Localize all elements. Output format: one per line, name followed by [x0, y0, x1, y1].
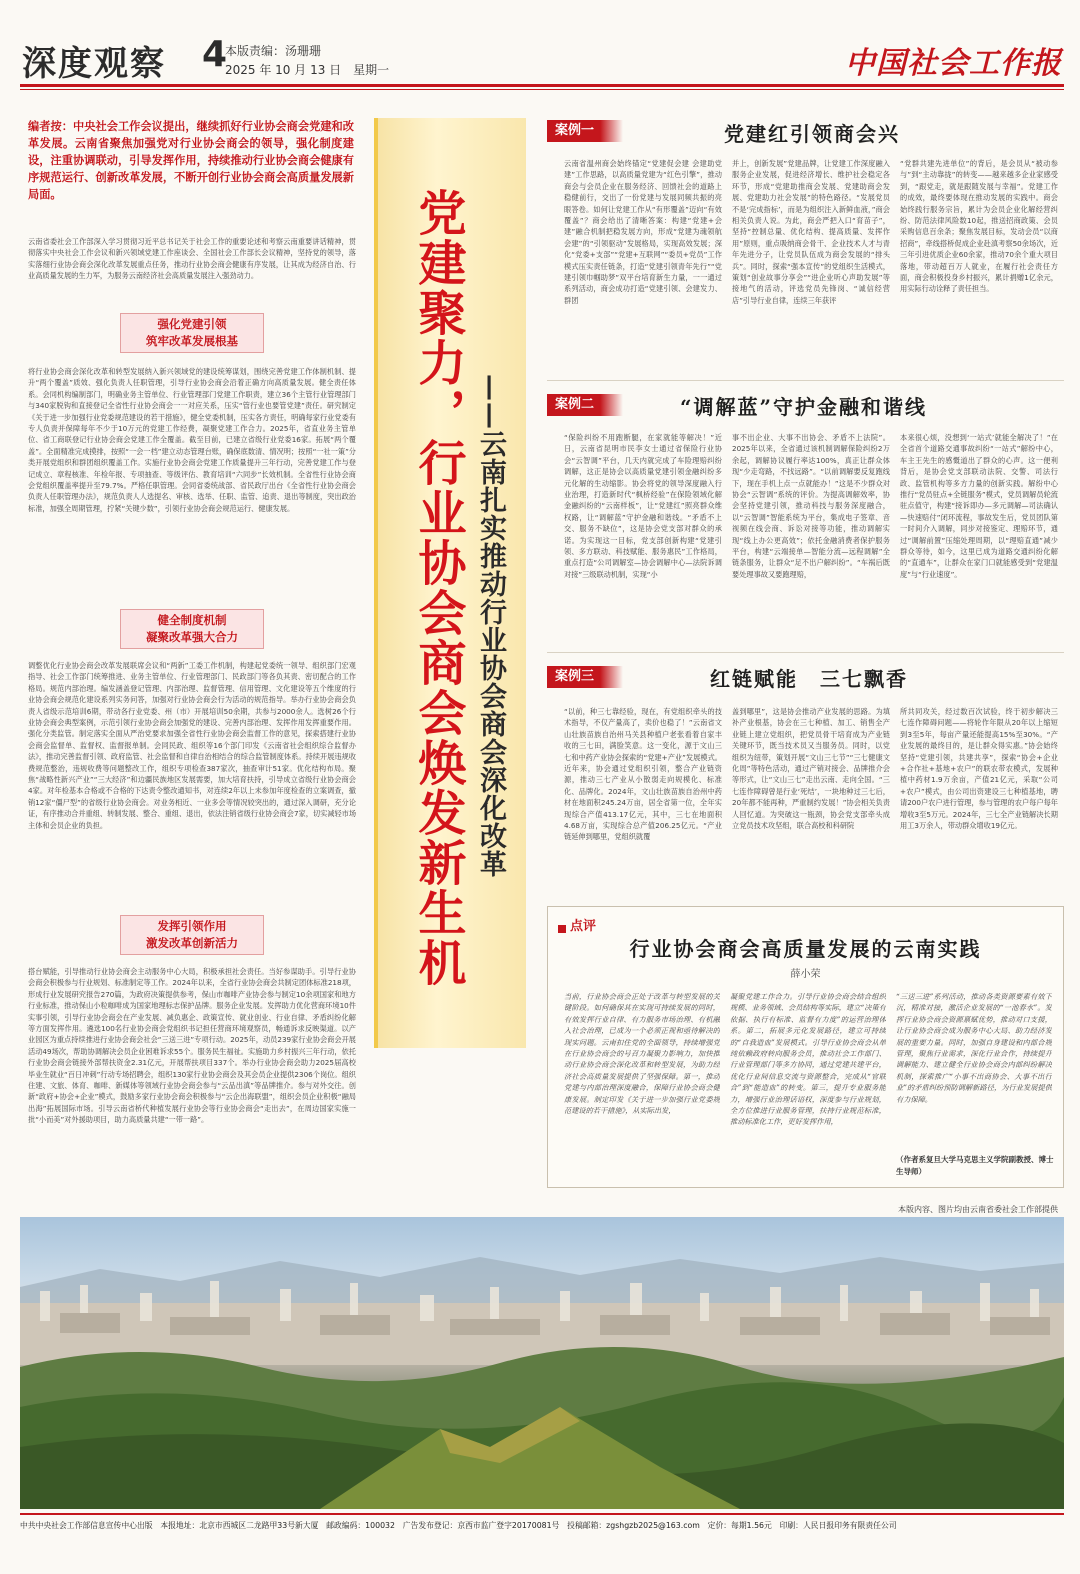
header-rule-thin: [20, 89, 1064, 90]
subheading-1: [120, 313, 264, 353]
subheading-3-line1: 发挥引领作用: [157, 919, 227, 933]
case-1-title: 党建红引领商会兴: [724, 122, 900, 146]
commentary-author: 薛小荣: [790, 969, 821, 980]
publication-date: 2025 年 10 月 13 日 星期一: [225, 63, 390, 77]
commentary-label-marker: [558, 925, 566, 933]
section-3-text: 搭台赋能，引导推动行业协会商会主动服务中心大局，积极承担社会责任。当好参谋助手。引导行业协会商会积极参与行业规划、标准制定等工作。2024年以来，全省行业协会商会共制定团体标准218项，形成行业发展研究报告270篇，为政府决策提供参考，保山市咖啡产业协会参与制定10余项国家和地方行业标准，推动保山小粒咖啡成为国家地理标志保护品牌。服务企业发展。发挥助力优化营商环境10件实事引领，引导行业协会商会在产业发展、减负惠企、政策宣传、就业创业、行业自律、矛盾纠纷化解等方面发挥作用。遴选100名行业协会商会党组织书记担任营商环境观察员，畅通诉求反映渠道。以产业园区为重点持续推进行业协会商会社会“三送三进”专项行动。2025年，动员239家行业协会商会开展活动49场次，帮助协调解决会员企业困难诉求55个。服务民生福祉。实施助力乡村振兴三年行动，依托行业协会商会链接外部帮扶资金2.31亿元，开展帮扶项目337个。举办行业协会商会助力2025届高校毕业生就业“百日冲刺”行动专场招聘会，组织130家行业协会商会及其会员企业提供2306个岗位。组织住建、文旅、体育、咖啡、新媒体等领域行业协会商会参与“云品出滇”等品牌推介。参与对外交往。创新“政府+协会+企业”模式，鼓励多家行业协会商会积极参与“云企出海联盟”，组织会员企业积极“融局出海”拓展国际市场。引导云南省桥代种植发展行业协会等行业协会商会“走出去”，在周边国家实施一批“小而美”对外援助项目，助力高质量共建“一带一路”。: [28, 967, 356, 1125]
subheading-1-line1: 强化党建引领: [157, 317, 227, 331]
sub-headline: ——云南扎实推动行业协会商会深化改革: [475, 374, 506, 878]
section-1-text: 将行业协会商会深化改革和转型发展纳入新兴领域党的建设统筹谋划，围绕完善党建工作体制机制、提升“两个覆盖”质效、强化负责人任职管理，引导行业协会商会沿着正确方向高质量发展。健全责任体系。会同机构编制部门，明确业务主管单位、行业管理部门党建工作职责，建立36个主管行业管理部门与340家脱钩和直接登记全省性行业协会商会一一对应关系，压实“管行业也要管党建”责任。研究制定《关于进一步加强行业党委规范建设的若干措施》，健全党委机制，压实各方责任，明确每家行业党委有专人负责并保障每年不少于10万元的党建工作经费，凝聚党建工作合力。2025年，省直业务主管单位、省工商联登记行业协会商会党建工作全覆盖。截至目前，已建立省级行业党委16家。拓展“两个覆盖”。全面精准完成摸排，按照“一会一档”建立动态管理台账，确保底数清、情况明；按照“一社一策”分类开展党组织和群团组织覆盖工作。实施行业协会商会党建工作质量提升三年行动，完善党建工作与登记成立、章程核准、年检年报、专项抽查、等级评估、教育培训“六同步”长效机制。全省性行业协会商会党组织覆盖率提升至79.7%。严格任职管理。会同省委统战部、省民政厅出台《全省性行业协会商会负责人任职管理办法》，规范负责人人选提名、审核、选举、任职、监管、追责、退出等制度，突出政治标准，加强全周期管理，拧紧“关键少数”，引领行业协会商会规范运行、健康发展。: [28, 367, 356, 513]
editor-note: 编者按：中央社会工作会议提出，继续抓好行业协会商会党建和改革发展。云南省聚焦加强党对行业协会商会的领导，强化制度建设，注重协调联动，引导发挥作用，持续推动行业协会商会健康有序规范运行、创新改革发展，不断开创行业协会商会高质量发展新局面。: [28, 120, 354, 201]
case-2-col-1: “保险纠纷不用跑断腿，在家就能等解决！”近日，云南省昆明市民李女士通过省保险行业协会“云智调”平台，几天内就完成了车险理赔纠纷调解，这正是协会以高质量党建引领金融纠纷多元化解的生动缩影。协会将党的领导深度融入行业治理，打造新时代“枫桥经验”在保险领域化解金融纠纷的“云南样板”，让“党建红”照亮群众维权路，让“调解蓝”守护金融和谐线。“矛盾不上交、服务不缺位”，这是协会党支部对群众的承诺。为实现这一目标，党支部创新构建“党建引领、多方联动、科技赋能、服务惠民”工作格局，重点打造“公司调解室—协会调解中心—法院诉调对接”三级联动机制，实现“小: [564, 433, 722, 579]
main-headline: 党建聚力，行业协会商会焕发新生机: [410, 188, 466, 988]
case-divider: [547, 652, 1064, 653]
case-1-col-1: 云南省温州商会始终锚定“党建促会建 会建助党建”工作思路，以高质量党建为“红色引擎”，推动商会与会员企业在服务经济、回馈社会的道路上稳健前行，交出了一份党建与发展同频共振的亮眼答卷。如何让党建工作从“有形覆盖”迈向“有效覆盖”？商会给出了清晰答案：构建“党建+会建”融合机制把稳发展方向，形成“党建为魂领航会建”的“引领驱动”发展格局，实现高效发展；深化“党委+支部”“党建+互联网”“委员+党员”工作模式压实责任链条，打造“党建引领青年先行”“党建引领巾帼助梦”双平台培育新生力量，一一通过系列活动，商会成功打造“党建引领、会建发力、群团: [564, 159, 722, 305]
section-title: 深度观察: [22, 44, 166, 84]
commentary-box: [547, 906, 1064, 1188]
commentary-col-1: 当前，行业协会商会正处于改革与转型发展的关键阶段。如何确保其在实现可持续发展的同时，有效发挥行业自律、有力服务市场治理、有机融入社会治理，已成为一个必须正视和亟待解决的现实问题。云南扣住党的全面领导，持续增强党在行业协会商会的号召力凝聚力影响力，加快推动行业协会商会深化改革和转型发展，为助力经济社会高质量发展提供了坚强保障。第一，推动党建与内部治理深度融合，保障行业协会商会健康发展。制定印发《关于进一步加强行业党委规范建设的若干措施》，从实际出发，: [564, 992, 720, 1116]
landscape-illustration: [20, 1217, 1064, 1509]
subheading-3-line2: 激发改革创新活力: [146, 936, 238, 950]
editor-credit: 本版责编：汤珊珊: [225, 44, 322, 58]
intro-paragraph: 云南省委社会工作部深入学习贯彻习近平总书记关于社会工作的重要论述和考察云南重要讲话精神，贯彻落实中央社会工作会议和新兴领域党建工作座谈会、全国社会工作部长会议精神，坚持党的领导，落实落细行业协会商会深化改革发展重点任务，推动行业协会商会健康有序发展，让其成为经济自治、行业高质量发展的生力军，为服务云南经济社会高质量发展注入强劲动力。: [28, 237, 356, 281]
case-3-col-1: “以前，种三七靠经验，现在，有党组织牵头的技术指导，不仅产量高了，卖价也稳了！”云南省文山壮族苗族自治州马关县种植户老张看着自家丰收的三七田，满脸笑意。这一变化，源于文山三七和中药产业协会探索的“党建+产业”发展模式。近年来，协会通过党组织引领，整合产业链资源，推动三七产业从小散弱走向规模化、标准化、品牌化。2024年，文山壮族苗族自治州中药材在地面积245.24万亩，居全省第一位，全年实现综合产值413.17亿元，其中，三七在地面积4.68万亩，实现综合总产值206.25亿元。“产业链延伸到哪里，党组织就覆: [564, 707, 722, 842]
masthead: [20, 30, 1064, 82]
case-1-col-2: 并上，创新发展”党建品牌，让党建工作深度融入服务企业发展，促进经济增长、维护社会稳定各环节，形成“党建助推商会发展、党建助商会发展、党建助力社会发展”的特色路径。“发展党员不是‘完成指标’，而是为组织注入新鲜血液，”商会相关负责人说。为此，商会严把入口“育苗子”，坚持“控制总量、优化结构、提高质量、发挥作用”原则，重点吸纳商会骨干、企业技术人才与青年先进分子，让党员队伍成为商会发展的“排头兵”。同时，探索“强本宣传”的党组织生活模式，策划“创业故事分享会”“进企业听心声助发展”等接地气的活动，评选党员先锋岗、“诚信经营店”引导行业自律，连续三年获评: [732, 159, 890, 305]
subheading-3: [120, 915, 264, 955]
case-3-label: 案例三: [547, 666, 623, 688]
commentary-byline: （作者系复旦大学马克思主义学院副教授、博士生导师）: [896, 1155, 1054, 1176]
subheading-1-line2: 筑牢改革发展根基: [146, 334, 238, 348]
subheading-2-line2: 凝聚改革强大合力: [146, 630, 238, 644]
section-2-text: 调整优化行业协会商会改革发展联席会议和“两新”工委工作机制，构建起党委统一领导、组织部门宏观指导、社会工作部门统筹推进、业务主管单位、行业管理部门、民政部门等各负其责、密切配合的工作格局。规范内部治理。编发涵盖登记管理、内部治理、监督管理、信用管理、文化建设等五个维度的行业协会商会规范化建设系列实务问答，加强对行业协会商会行为活动的规范指导。举办行业协会商会负责人省级示范培训6期，带动各行业党委、州（市）开展培训50余期，共参与2000余人。选树26个行业协会商会典型案例，示范引领行业协会商会加强党的建设、完善内部治理、发挥作用发挥重要作用。强化分类监管。制定落实全面从严治党要求加强全省性行业协会商会监督工作的意见，探索搭建行业协会商会监督单、监督权、监督报单制。会同民政、组织等16个部门印发《云南省社会组织综合监督办法》，推动完善监督引领、政府监管、社会监督和自律自治相结合的综合监管制度体系。持续开展违规收费规范整治，违规收费等问题整改工作，组织专项检查387家次，抽查审计51家。优化结构布局。聚焦“战略性新兴产业”“三大经济”和边疆民族地区发展需要，加大培育扶持，引导成立省级行业协会商会4家。对年检基本合格或不合格的下达责令整改通知书，对连续2年以上未参加年度检查的立案调查，撤销12家“僵尸型”的省级行业协会商会。对业务相近、一业多会等情况较突出的，通过深入调研，充分论证，有序推动合并重组、转制发展、整合、重组、退出，依法注销省级行业协会商会7家，切实减轻市场主体和会员企业的负担。: [28, 661, 356, 830]
footer-rule: [20, 1513, 1064, 1515]
case-2-label: 案例二: [547, 394, 623, 416]
headline-banner: [374, 118, 526, 1048]
commentary-label: 点评: [570, 919, 597, 934]
commentary-col-3: “三送三进”系列活动，推动各类资源要素有效下沉，精准对接，激活企业发展的“一池春水”。发挥行业协会商会资源禀赋优势，推动对口支援，让行业协会商会成为服务中心大局、助力经济发展的重要力量。同时，加强自身建设和内部合规管理，聚焦行业需求，深化行业合作，持续提升调解能力、建立健全行业协会商会内部纠纷解决机制，探索推广“小事不出商协会、大事不出行业”的矛盾纠纷预防调解新路径，为行业发展提供有力保障。: [896, 992, 1052, 1104]
header-rule: [20, 84, 1064, 87]
case-3-title: 红链赋能 三七飘香: [710, 667, 908, 691]
case-3-col-2: 盖到哪里”，这是协会推动产业发展的思路。为填补产业根基，协会在三七种植、加工、销售全产业链上建立党组织，把党员骨干培育成为产业链关键环节，既当技术员又当服务员。同时，以党组织为纽带，策划开展“文山三七节”“三七健康文化周”等特色活动，通过产销对接会、品牌推介会等形式，让“文山三七”走出云南、走向全国。“三七连作障碍曾是行业‘死结’，一块地种过三七后，20年都不能再种，严重制约发展！”协会相关负责人回忆道。为突破这一瓶颈，协会党支部牵头成立党员技术攻坚组，联合高校和科研院: [732, 707, 890, 831]
case-1-col-3: “党群共建先进单位”的背后，是会员从“被动参与”到“主动靠拢”的转变——越来越多企业家感受到，“跟党走，就是跟随发展与幸福”。党建工作的成效，最终要体现在推动发展的实践中。商会始终践行服务宗旨，累计为会员企业化解经营纠纷、防范法律风险数10起，推送招商政策、会员采购信息百余条；聚焦发展目标，发动会员“以商招商”，牵线搭桥促成企业赴滇考察50余场次，近三年引进优质企业60余家，推动70余个重大项目落地，带动超百万人就业，在履行社会责任方面，商会积极投身乡村振兴，累计捐赠1亿余元，用实际行动诠释了责任担当。: [900, 159, 1058, 294]
page-number: 4: [202, 34, 228, 75]
case-2-col-3: 本来很心烦，没想到‘一站式’就能全解决了！”在全省首个道路交通事故纠纷“一站式”解纷中心，车主王先生的感慨道出了群众的心声。这一便利背后，是协会党支部联动法院、交警、司法行政、监管机构等多方力量的创新实践。解纷中心推行“党员驻点+全链服务”模式，党员调解员轮流驻点值守，构建“接诉即办—多元调解—司法确认—快速赔付”闭环流程，事故发生后，党员团队第一时间介入调解，同步对接鉴定、理赔环节，通过“调解前置”压缩处理周期，以“理赔直通”减少群众等待，如今，这里已成为道路交通纠纷化解的“直通车”，让群众在家门口就能感受到“党建温度”与“行业速度”。: [900, 433, 1058, 579]
footer-info: 中共中央社会工作部信息宣传中心出版 本报地址：北京市西城区二龙路甲33号新大厦 邮政编码：100032 广告发布登记：京西市监广登字20170081号 投稿邮箱：zgshgzb2025@163.com 定价：每期1.56元 印刷：人民日报印务有限责任公司: [20, 1521, 897, 1530]
subheading-2: [120, 609, 264, 649]
case-1-label: 案例一: [547, 120, 623, 142]
subheading-2-line1: 健全制度机制: [157, 613, 227, 627]
case-2-col-2: 事不出企业、大事不出协会、矛盾不上法院”。2025年以来，全省通过该机制调解保险纠纷2万余起，调解协议履行率达100%，真正让群众体现“少走弯路，不找远路”。“以前调解要反复跑线下，现在手机上点一点就能办！”这是不少群众对协会“云智调”系统的评价。为提高调解效率，协会坚持党建引领，推动科技与服务深度融合，以“云智调”智能系统为平台，集成电子签章、音视频在线会商、诉讼对接等功能，推动调解实现“线上办公更高效”；依托金融消费者保护服务平台，构建“云端接单—智能分流—远程调解”全链条服务，让群众“足不出户解纠纷”。“车祸后既要处理事故又要跑理赔，: [732, 433, 890, 579]
case-2-title: “调解蓝”守护金融和谐线: [680, 395, 928, 419]
city-landscape-photo: [20, 1217, 1064, 1509]
newspaper-logo: 中国社会工作报: [845, 46, 1062, 81]
case-3-col-3: 所共同攻关，经过数百次试验，终于初步解决三七连作障碍问题——将轮作年限从20年以上缩短到3至5年，每亩产量还能提高15%至30%。“产业发展的最终目的，是让群众得实惠。”协会始终坚持“党建引领，共建共享”，探索“协会+企业+合作社+基地+农户”的联农带农模式，发展种植中药材1.9万余亩，产值21亿元，采取“公司+农户”模式，由公司出资建设三七种植基地，聘请200户农户进行管理，参与管理的农户每户每年增收3至5万元。2024年，三七全产业链解决长期用工3万余人，带动群众增收19亿元。: [900, 707, 1058, 831]
commentary-title: 行业协会商会高质量发展的云南实践: [629, 937, 982, 961]
commentary-col-2: 凝聚党建工作合力。引导行业协会商会结合组织规模、业务领域、会员结构等实际，建立“决策有依据、执行有标准、监督有力度”的运营治理体系。第二，拓展多元化发展路径，建立可持续的“自我造血”发展模式。引导行业协会商会从单纯依赖政府转向服务会员，推动社会工作部门、行业管理部门等多方协同，通过党建共建平台，优化行业间信息交流与资源整合，完成从“官联合”到“能造血”的转变。第三，提升专业服务能力，增强行业治理话语权，深度参与行业规划，全方位推进行业服务管理，扶持行业规范标准，推动标准化工作，更好发挥作用，: [730, 992, 886, 1127]
photo-credit: 本版内容、图片均由云南省委社会工作部提供: [898, 1205, 1058, 1214]
case-divider: [547, 380, 1064, 381]
